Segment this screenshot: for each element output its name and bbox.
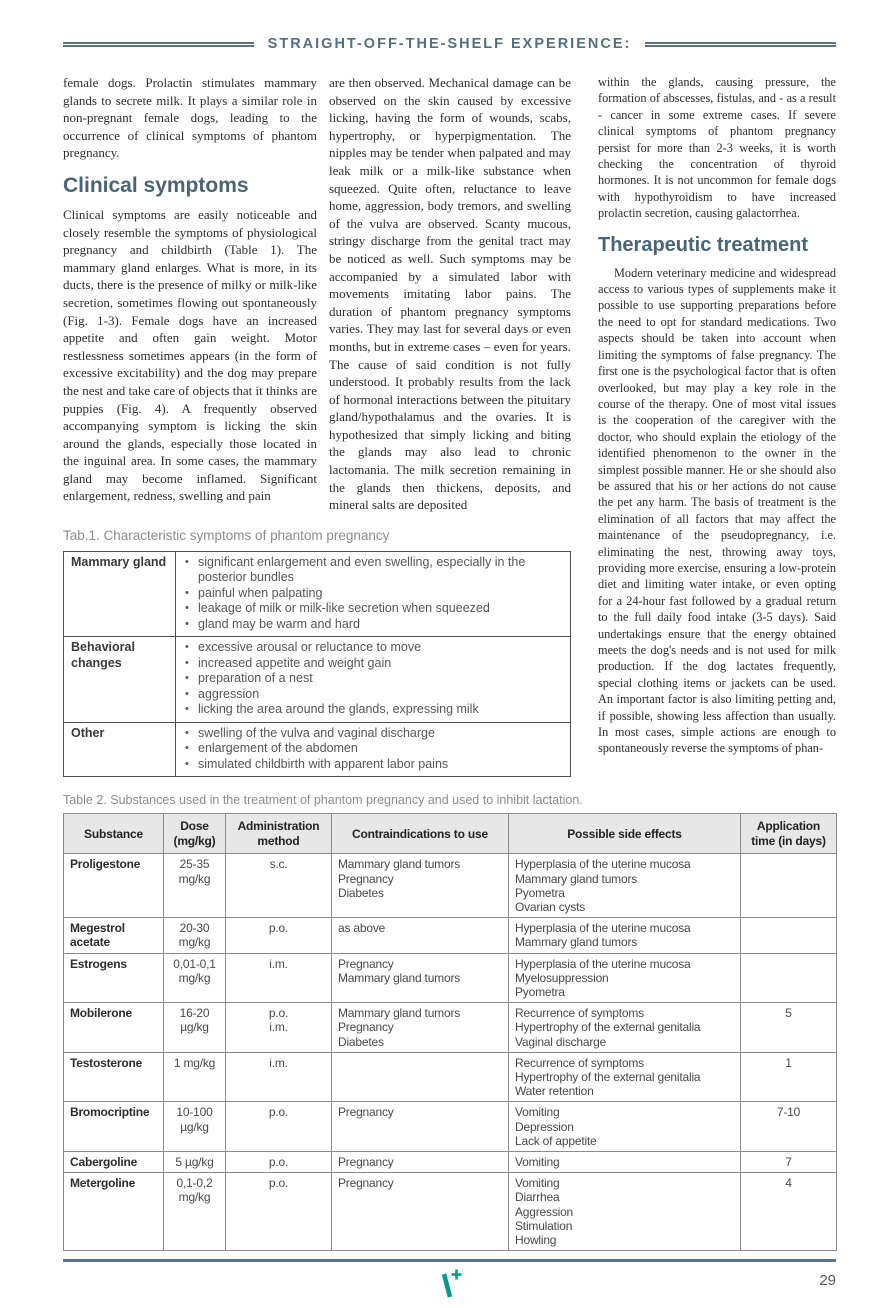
table2-contraindications-cell: [332, 1003, 509, 1053]
table2-method-cell: [226, 1003, 332, 1053]
table1-row-label: Mammary gland: [64, 551, 176, 637]
table2-side-effects-cell: [509, 1173, 741, 1251]
cell-line: mg/kg: [178, 1190, 211, 1205]
table2-row: [64, 1152, 837, 1173]
table2-method-cell: [226, 1102, 332, 1152]
table1-caption: Tab.1. Characteristic symptoms of phantom pregnancy: [63, 527, 390, 543]
table1-row-items: [176, 722, 571, 777]
cell-line: Diabetes: [338, 885, 384, 900]
symptom-item: • preparation of a nest: [183, 671, 563, 687]
cell-line: 0,01-0,1: [173, 956, 216, 971]
cell-line: mg/kg: [178, 871, 211, 886]
cell-line: Mammary gland tumors: [515, 871, 638, 886]
cell-line: 5 µg/kg: [175, 1155, 214, 1169]
cell-line: 1 mg/kg: [173, 1055, 216, 1070]
table2-dose-cell: [164, 1152, 226, 1173]
cell-line: µg/kg: [180, 1119, 209, 1134]
paragraph: Clinical symptoms are easily noticeable and closely resemble the symptoms of physiological pregnancy and childbirth (Table 1). The mammary gland enlarges. What is more, in its ducts, there is the presence of milky or milk-like secretion, sometimes flowing out spontaneously (Fig. 1-3). Female dogs have an increased appetite and often gain weight. Motor restlessness sometimes appears (in the form of excessive excitability) and the dog may prepare the nest and take care of objects that it thinks are puppies (Fig. 4). A frequently observed accompanying symptom is licking the skin around the glands, especially those located in the inguinal area. In some cases, the mammary gland may become inflamed. Significant enlargement, redness, swelling and pain: [63, 206, 317, 504]
cell-line: s.c.: [269, 857, 288, 872]
cell-line: Recurrence of symptoms: [515, 1006, 644, 1021]
cell-line: Mammary gland tumors: [338, 970, 461, 985]
table2-substance-cell: Bromocriptine: [64, 1102, 164, 1152]
table2-dose-cell: [164, 1003, 226, 1053]
masthead-rule-left: [63, 42, 254, 47]
table1-body: [64, 551, 571, 777]
paragraph: are then observed. Mechanical damage can be observed on the skin caused by excessive licking, having the form of wounds, scabs, hypertrophy, or hyperpigmentation. The nipples may be tender when palpated and may leak milk or a milk-like substance when squeezed. Quite often, reluctance to leave home, aggression, body tremors, and swelling of the vulva are observed. Scanty mucous, stringy discharge from the genital tract may be noticed as well. Such symptoms may be accompanied by a simulated labor with movements imitating labor pains. The duration of phantom pregnancy symptoms varies. They may last for several days or even months, but in extreme cases – even for years. The cause of said condition is not fully understood. It probably results from the lack of hormonal interactions between the pituitary gland/hypothalamus and the ovaries. It is hypothesized that simply licking and biting the glands may also lead to chronic lactomania. The milk secretion remaining in the glands then thickens, deposits, and mineral salts are deposited: [329, 75, 571, 513]
table2-application-cell: [741, 953, 837, 1003]
table2-substance-cell: Metergoline: [64, 1173, 164, 1251]
table2-application-cell: 4: [741, 1173, 837, 1251]
column-1: [63, 74, 317, 514]
column-3: [598, 74, 836, 777]
cell-line: Depression: [515, 1119, 574, 1134]
left-columns-and-table1: [63, 74, 571, 777]
masthead-rule-right: [645, 42, 836, 47]
cell-line: Recurrence of symptoms: [515, 1055, 644, 1070]
table2-substance-cell: Testosterone: [64, 1052, 164, 1102]
cell-line: p.o.: [268, 1105, 289, 1120]
paragraph: female dogs. Prolactin stimulates mammary glands to secrete milk. It plays a similar role in non-pregnant female dogs, leading to the occurrence of clinical symptoms of phantom pregnancy.: [63, 75, 317, 161]
footer-rule: [63, 1259, 836, 1262]
table1-row: [64, 637, 571, 723]
table2-side-effects-cell: [509, 1152, 741, 1173]
cell-line: Pregnancy: [338, 956, 394, 971]
table2-row: [64, 1173, 837, 1251]
table2-application-cell: 7: [741, 1152, 837, 1173]
symptom-item: • increased appetite and weight gain: [183, 656, 563, 672]
footer: [63, 1268, 836, 1308]
cell-line: p.o.: [268, 1006, 289, 1021]
cell-line: Pregnancy: [338, 871, 394, 886]
table2-substance-cell: Estrogens: [64, 953, 164, 1003]
table2-application-cell: 7-10: [741, 1102, 837, 1152]
table2-application-cell: [741, 918, 837, 953]
table2-contraindications-cell: [332, 1152, 509, 1173]
cell-line: i.m.: [269, 1055, 288, 1070]
column-2: [329, 74, 571, 514]
symptom-item: • significant enlargement and even swelling, especially in the posterior bundles: [183, 555, 563, 586]
cell-line: Hypertrophy of the external genitalia: [515, 1069, 701, 1084]
article-body: [63, 74, 836, 777]
symptom-item: • swelling of the vulva and vaginal discharge: [183, 726, 563, 742]
symptom-list: [183, 640, 563, 718]
symptom-item: • licking the area around the glands, expressing milk: [183, 702, 563, 718]
cell-line: i.m.: [269, 1020, 288, 1035]
cell-line: mg/kg: [178, 935, 211, 950]
table2-contraindications-cell: [332, 953, 509, 1003]
symptom-item: • leakage of milk or milk-like secretion when squeezed: [183, 601, 563, 617]
table2-dose-cell: [164, 1052, 226, 1102]
section-heading-therapeutic-treatment: Therapeutic treatment: [598, 233, 809, 256]
section-heading-clinical-symptoms: Clinical symptoms: [63, 173, 249, 197]
symptom-item: • excessive arousal or reluctance to move: [183, 640, 563, 656]
table2-dose-cell: [164, 953, 226, 1003]
cell-line: Myelosuppression: [515, 970, 609, 985]
cell-line: Vaginal discharge: [515, 1034, 607, 1049]
table2-contraindications-cell: [332, 1173, 509, 1251]
paragraph: Modern veterinary medicine and widespread access to various types of supplements make it possible to use supporting preparations before the need to opt for standard medications. Two aspects should be taken into account when limiting the symptoms of false pregnancy. The first one is the psychological factor that is often overlooked, but may play a key role in the course of the therapy. One of most vital issues is the cooperation of the caregiver with the doctor, who should explain the etiology of the identified phenomenon to the owner in the simplest possible manner. He or she should also be assured that his or her actions do not cause the pet any harm. The basis of treatment is the elimination of all factors that may affect the maintenance of the pseudopregnancy, i.e. eliminating the nest, throwing away toys, providing more exercise, ensuring a low-protein diet and limiting water intake, or even opting for a 24-hour fast followed by a gradual return to the full daily food intake (3-5 days). Said undertakings ensure that the energy obtained meets the dog's needs and is not used for milk production. If the dog lactates frequently, special clothing items or jackets can be used. An important factor is also limiting petting and, if possible, showing less affection than usually. In most cases, simple actions are enough to spontaneously reverse the symptoms of phan-: [598, 265, 836, 756]
table2-substances: [63, 813, 837, 1251]
cell-line: Hyperplasia of the uterine mucosa: [515, 857, 691, 872]
cell-line: Howling: [515, 1233, 557, 1248]
table2-application-cell: 5: [741, 1003, 837, 1053]
table2-body: [64, 854, 837, 1251]
cell-line: Lack of appetite: [515, 1133, 597, 1148]
table1-symptoms: [63, 551, 571, 778]
table2-substance-cell: Proligestone: [64, 854, 164, 918]
table2-header-cell: Administration method: [226, 814, 332, 854]
table1-row-items: [176, 637, 571, 723]
symptom-item: • painful when palpating: [183, 586, 563, 602]
symptom-list: [183, 726, 563, 773]
cell-line: p.o.: [268, 921, 289, 936]
cell-line: Ovarian cysts: [515, 899, 586, 914]
cell-line: 20-30: [179, 921, 210, 936]
cell-line: 16-20: [179, 1006, 210, 1021]
table2-row: [64, 1003, 837, 1053]
cell-line: Diarrhea: [515, 1190, 560, 1205]
table2-header-cell: Application time (in days): [741, 814, 837, 854]
table2-row: [64, 953, 837, 1003]
table2-contraindications-cell: [332, 918, 509, 953]
cell-line: p.o.: [268, 1176, 289, 1191]
v-plus-logo-icon: [435, 1268, 465, 1305]
table2-method-cell: [226, 953, 332, 1003]
table2-row: [64, 854, 837, 918]
table2-application-cell: 1: [741, 1052, 837, 1102]
cell-line: Pregnancy: [338, 1020, 394, 1035]
table2-dose-cell: [164, 918, 226, 953]
table1-row-items: [176, 551, 571, 637]
table2-side-effects-cell: [509, 953, 741, 1003]
table2-substance-cell: Mobilerone: [64, 1003, 164, 1053]
table2-header-row: [64, 814, 837, 854]
symptom-item: • simulated childbirth with apparent labor pains: [183, 757, 563, 773]
cell-line: Aggression: [515, 1204, 574, 1219]
cell-line: Stimulation: [515, 1218, 573, 1233]
table2-row: [64, 1052, 837, 1102]
table1-row-label: Behavioral changes: [64, 637, 176, 723]
cell-line: Vomiting: [515, 1155, 560, 1169]
cell-line: Mammary gland tumors: [338, 857, 461, 872]
symptom-list: [183, 555, 563, 633]
cell-line: 0,1-0,2: [176, 1176, 213, 1191]
table2-contraindications-cell: [332, 854, 509, 918]
cell-line: µg/kg: [180, 1020, 209, 1035]
table2-header-cell: Substance: [64, 814, 164, 854]
cell-line: Pregnancy: [338, 1176, 394, 1191]
cell-line: Mammary gland tumors: [338, 1006, 461, 1021]
table2-header-cell: Possible side effects: [509, 814, 741, 854]
cell-line: Pregnancy: [338, 1105, 394, 1120]
cell-line: Water retention: [515, 1084, 594, 1099]
table2-caption: Table 2. Substances used in the treatment of phantom pregnancy and used to inhibit lactation.: [63, 793, 583, 808]
table2-contraindications-cell: [332, 1102, 509, 1152]
table1-row: [64, 722, 571, 777]
table2-row: [64, 1102, 837, 1152]
paragraph: within the glands, causing pressure, the formation of abscesses, fistulas, and - as a result - cancer in some extreme cases. If severe clinical symptoms of phantom pregnancy persist for more than 2-3 weeks, it is worth checking the concentration of thyroid hormones. It is not uncommon for female dogs with hypothyroidism to have increased prolactin secretion, causing galactorrhea.: [598, 75, 836, 221]
table1-row: [64, 551, 571, 637]
table1-row-label: Other: [64, 722, 176, 777]
table2-dose-cell: [164, 854, 226, 918]
masthead: [63, 36, 836, 52]
cell-line: Pregnancy: [338, 1155, 394, 1169]
table2-method-cell: [226, 1152, 332, 1173]
table2-row: [64, 918, 837, 953]
masthead-title: STRAIGHT-OFF-THE-SHELF EXPERIENCE:: [267, 36, 632, 52]
symptom-item: • aggression: [183, 687, 563, 703]
page-number: 29: [819, 1272, 836, 1290]
cell-line: Pyometra: [515, 984, 565, 999]
cell-line: Pyometra: [515, 885, 565, 900]
table2-substance-cell: Cabergoline: [64, 1152, 164, 1173]
table2-dose-cell: [164, 1173, 226, 1251]
table2-header-cell: Contraindications to use: [332, 814, 509, 854]
cell-line: Hyperplasia of the uterine mucosa: [515, 921, 691, 936]
cell-line: 25-35: [179, 857, 210, 872]
table2-application-cell: [741, 854, 837, 918]
table2-header-cell: Dose (mg/kg): [164, 814, 226, 854]
cell-line: mg/kg: [178, 970, 211, 985]
cell-line: Mammary gland tumors: [515, 935, 638, 950]
cell-line: Hyperplasia of the uterine mucosa: [515, 956, 691, 971]
cell-line: Diabetes: [338, 1034, 384, 1049]
table2-side-effects-cell: [509, 1003, 741, 1053]
cell-line: Vomiting: [515, 1105, 560, 1120]
table2-method-cell: [226, 918, 332, 953]
symptom-item: • enlargement of the abdomen: [183, 741, 563, 757]
table2-side-effects-cell: [509, 854, 741, 918]
table2-method-cell: [226, 1173, 332, 1251]
table2-side-effects-cell: [509, 918, 741, 953]
cell-line: p.o.: [268, 1155, 289, 1169]
cell-line: i.m.: [269, 956, 288, 971]
table2-method-cell: [226, 854, 332, 918]
table2-side-effects-cell: [509, 1102, 741, 1152]
symptom-item: • gland may be warm and hard: [183, 617, 563, 633]
table2-side-effects-cell: [509, 1052, 741, 1102]
table2-dose-cell: [164, 1102, 226, 1152]
cell-line: Hypertrophy of the external genitalia: [515, 1020, 701, 1035]
table2-substance-cell: Megestrol acetate: [64, 918, 164, 953]
table2-contraindications-cell: [332, 1052, 509, 1102]
table2-method-cell: [226, 1052, 332, 1102]
cell-line: as above: [338, 921, 386, 936]
cell-line: 10-100: [176, 1105, 213, 1120]
cell-line: Vomiting: [515, 1176, 560, 1191]
